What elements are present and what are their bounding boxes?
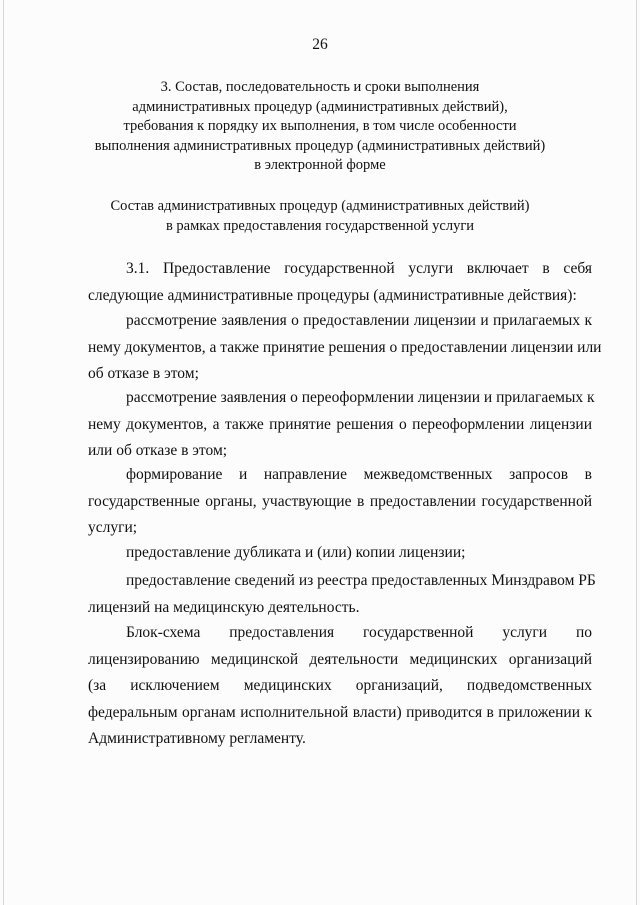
paragraph-line: следующие административные процедуры (административные действия): <box>88 286 577 304</box>
paragraph-line: 3.1. Предоставление государственной услуги включает в себя <box>126 260 592 277</box>
paragraph-registry-info <box>88 568 596 621</box>
paragraph-line: рассмотрение заявления о предоставлении лицензии и прилагаемых к <box>126 312 592 329</box>
paragraph-line: нему документов, а также принятие решения о предоставлении лицензии или <box>88 338 602 356</box>
paragraph-license-review <box>88 308 602 388</box>
paragraph-line: услуги; <box>88 519 138 536</box>
section-heading-line: требования к порядку их выполнения, в том числе особенности <box>123 118 517 134</box>
paragraph-line: предоставление сведений из реестра предоставленных Минздравом РБ <box>126 572 596 589</box>
paragraph-line: предоставление дубликата и (или) копии лицензии; <box>126 544 466 561</box>
subsection-heading-line: в рамках предоставления государственной услуги <box>165 217 475 234</box>
section-heading-line: выполнения административных процедур (административных действий) <box>94 137 546 154</box>
paragraph-line: Административному регламенту. <box>88 730 306 747</box>
paragraph-flowchart <box>88 620 592 753</box>
page-number: 26 <box>312 36 328 53</box>
paragraph-interagency-requests <box>88 462 592 542</box>
section-heading-line: в электронной форме <box>254 157 386 173</box>
section-heading-line: 3. Состав, последовательность и сроки выполнения <box>160 79 480 95</box>
paragraph-line: государственные органы, участвующие в предоставлении государственной <box>88 492 592 510</box>
paragraph-line: (за исключением медицинских организаций, подведомственных <box>88 677 592 694</box>
paragraph-line: рассмотрение заявления о переоформлении лицензии и прилагаемых к <box>126 389 595 406</box>
subsection-heading <box>60 197 580 236</box>
section-heading-line: административных процедур (административных действий), <box>132 98 508 115</box>
paragraph-license-reissue <box>88 385 595 465</box>
paragraph-line: или об отказе в этом; <box>88 442 228 459</box>
paragraph-line: лицензированию медицинской деятельности медицинских организаций <box>88 650 592 668</box>
paragraph-line: лицензий на медицинскую деятельность. <box>88 598 360 616</box>
scan-edge-left <box>3 0 4 905</box>
paragraph-procedures-intro <box>88 256 592 309</box>
section-heading <box>60 78 580 176</box>
paragraph-line: федеральным органам исполнительной власти) приводится в приложении к <box>88 703 592 721</box>
paragraph-line: об отказе в этом; <box>88 365 199 382</box>
paragraph-duplicate <box>88 540 592 567</box>
paragraph-line: Блок-схема предоставления государственной услуги по <box>126 624 592 641</box>
scan-edge-right <box>636 0 637 905</box>
subsection-heading-line: Состав административных процедур (административных действий) <box>110 198 530 214</box>
paragraph-line: нему документов, а также принятие решения о переоформлении лицензии <box>88 415 592 433</box>
paragraph-line: формирование и направление межведомственных запросов в <box>126 466 592 483</box>
